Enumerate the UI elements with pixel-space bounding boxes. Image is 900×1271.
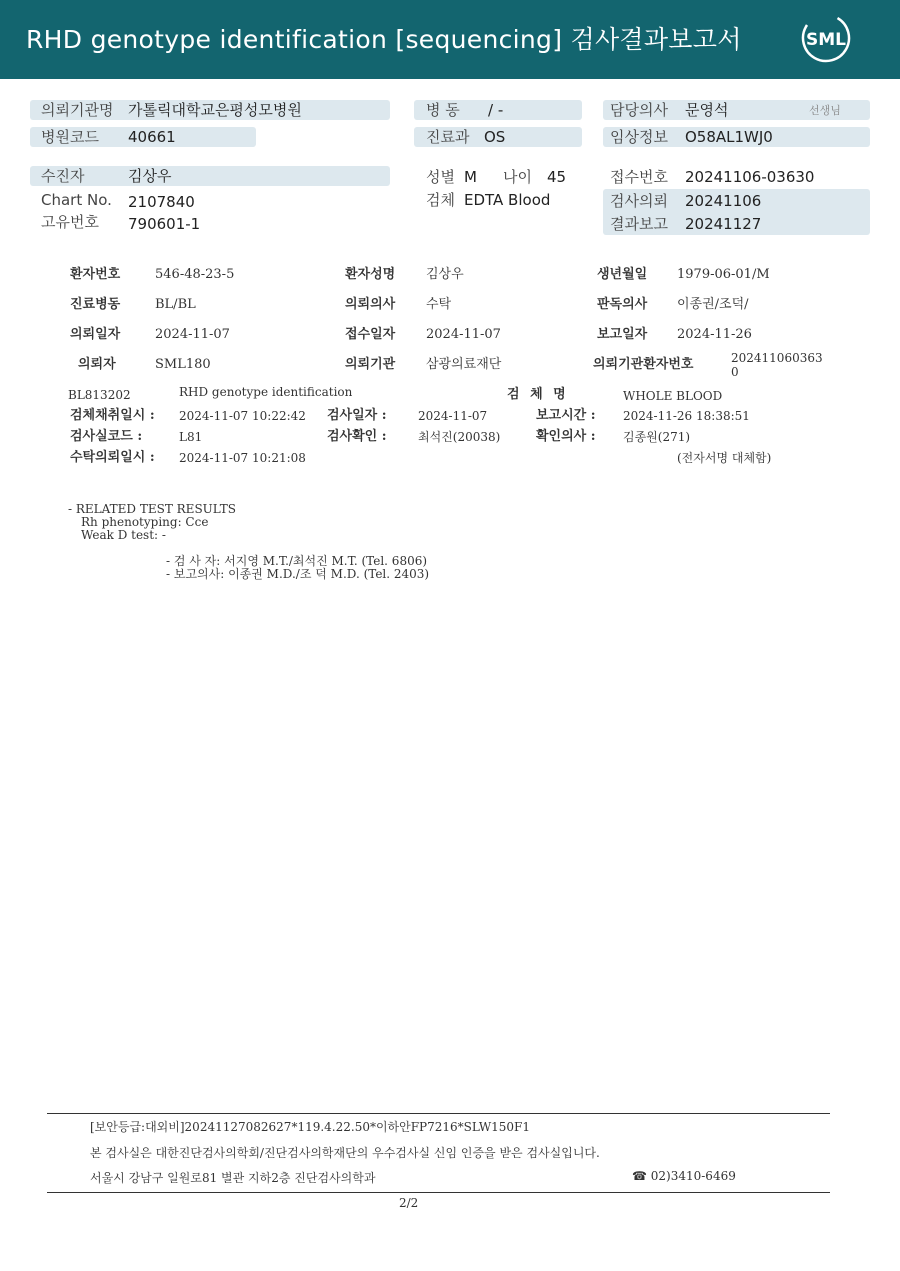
age-label: 나이 <box>503 168 532 186</box>
ward-label: 병 동 <box>426 101 460 119</box>
reporttime-label: 보고시간 : <box>536 408 596 423</box>
unique-value: 790601-1 <box>128 215 201 233</box>
pid-value: 546-48-23-5 <box>155 267 235 282</box>
receipt-value: 20241106-03630 <box>685 168 815 186</box>
hosp-code-label: 병원코드 <box>41 128 99 146</box>
req-inst-label: 의뢰기관명 <box>41 101 114 119</box>
age-value: 45 <box>547 168 567 186</box>
esign-note: (전자서명 대체함) <box>677 451 772 465</box>
sml-logo <box>800 12 852 64</box>
labcode-value: L81 <box>179 430 203 444</box>
footer-address: 서울시 강남구 일원로81 별관 지하2층 진단검사의학과 <box>90 1171 376 1185</box>
reqdate-label: 의뢰일자 <box>70 327 121 342</box>
footer-security: [보안등급:대외비]20241127082627*119.4.22.50*이하안FP7216*SLW150F1 <box>90 1120 531 1134</box>
specimen-value: EDTA Blood <box>464 191 551 209</box>
reqdoc-label: 의뢰의사 <box>345 297 396 312</box>
testdate-label: 검사일자 : <box>327 408 387 423</box>
patient-value: 김상우 <box>128 167 172 185</box>
requester-value: SML180 <box>155 357 211 372</box>
reqinst-value: 삼광의료재단 <box>426 357 502 372</box>
readdoc-value: 이종권/조덕/ <box>677 297 749 312</box>
clinical-value: O58AL1WJ0 <box>685 128 773 146</box>
confirmdoc-label: 확인의사 : <box>536 429 596 444</box>
dept-value: OS <box>484 128 506 146</box>
sex-value: M <box>464 168 477 186</box>
repdate-value: 2024-11-26 <box>677 327 752 342</box>
specimen-label: 검체 <box>426 191 455 209</box>
collect-label: 검체채취일시 : <box>70 408 155 423</box>
results-reporter: - 보고의사: 이종권 M.D./조 덕 M.D. (Tel. 2403) <box>166 567 430 581</box>
results-tester: - 검 사 자: 서지영 M.T./최석진 M.T. (Tel. 6806) <box>166 554 428 568</box>
sex-label: 성별 <box>426 168 455 186</box>
unique-label: 고유번호 <box>41 213 99 231</box>
clinical-label: 임상정보 <box>610 128 668 146</box>
confirm-label: 검사확인 : <box>327 429 387 444</box>
reqdate-value: 2024-11-07 <box>155 327 230 342</box>
rcvdate-value: 2024-11-07 <box>426 327 501 342</box>
doctor-value: 문영석 <box>685 101 729 119</box>
reporttime-value: 2024-11-26 18:38:51 <box>623 409 750 423</box>
collect-value: 2024-11-07 10:22:42 <box>179 409 306 423</box>
instpid-value-line2: 0 <box>731 365 739 379</box>
footer-bottom-rule <box>47 1192 830 1193</box>
instpid-value-line1: 202411060363 <box>731 351 823 365</box>
consign-value: 2024-11-07 10:21:08 <box>179 451 306 465</box>
patient-label: 수진자 <box>41 167 85 185</box>
labcode-label: 검사실코드 : <box>70 429 143 444</box>
footer-cert: 본 검사실은 대한진단검사의학회/진단검사의학재단의 우수검사실 신임 인증을 받은 검사실입니다. <box>90 1146 600 1160</box>
footer-phone: ☎ 02)3410-6469 <box>632 1169 736 1183</box>
repdate-label: 보고일자 <box>597 327 648 342</box>
test-specimen-label: 검 체 명 <box>507 387 569 402</box>
results-rh-phenotyping: Rh phenotyping: Cce <box>81 515 209 529</box>
readdoc-label: 판독의사 <box>597 297 648 312</box>
pid-label: 환자번호 <box>70 267 121 282</box>
requester-label: 의뢰자 <box>78 357 116 372</box>
doctor-label: 담당의사 <box>610 101 668 119</box>
report-title: RHD genotype identification [sequencing] 검사결과보고서 <box>26 25 742 54</box>
results-heading: - RELATED TEST RESULTS <box>68 502 236 516</box>
ward-value: / - <box>488 101 504 119</box>
request-label: 검사의뢰 <box>610 192 668 210</box>
reqinst-label: 의뢰기관 <box>345 357 396 372</box>
test-name: RHD genotype identification <box>179 385 353 399</box>
test-specimen-value: WHOLE BLOOD <box>623 389 723 403</box>
request-value: 20241106 <box>685 192 762 210</box>
report-value: 20241127 <box>685 215 762 233</box>
consign-label: 수탁의뢰일시 : <box>70 450 155 465</box>
req-inst-value: 가톨릭대학교은평성모병원 <box>128 101 302 119</box>
chart-value: 2107840 <box>128 193 195 211</box>
pname-label: 환자성명 <box>345 267 396 282</box>
footer-top-rule <box>47 1113 830 1114</box>
chart-label: Chart No. <box>41 191 112 209</box>
test-code: BL813202 <box>68 388 131 402</box>
doctor-suffix: 선생님 <box>809 104 841 117</box>
reqdoc-value: 수탁 <box>426 297 452 312</box>
instpid-label: 의뢰기관환자번호 <box>593 357 694 372</box>
page-number: 2/2 <box>399 1196 419 1210</box>
testdate-value: 2024-11-07 <box>418 409 488 423</box>
rcvdate-label: 접수일자 <box>345 327 396 342</box>
confirm-value: 최석진(20038) <box>418 430 501 444</box>
dob-label: 생년월일 <box>597 267 648 282</box>
dob-value: 1979-06-01/M <box>677 267 770 282</box>
results-weak-d: Weak D test: - <box>81 528 166 542</box>
svg-text:SML: SML <box>806 30 846 50</box>
dept-label: 진료과 <box>426 128 470 146</box>
hosp-code-value: 40661 <box>128 128 176 146</box>
report-header <box>0 0 900 79</box>
ward-detail-label: 진료병동 <box>70 297 121 312</box>
report-label: 결과보고 <box>610 215 668 233</box>
confirmdoc-value: 김종원(271) <box>623 430 691 444</box>
ward-detail-value: BL/BL <box>155 297 196 312</box>
receipt-label: 접수번호 <box>610 168 668 186</box>
pname-value: 김상우 <box>426 267 464 282</box>
